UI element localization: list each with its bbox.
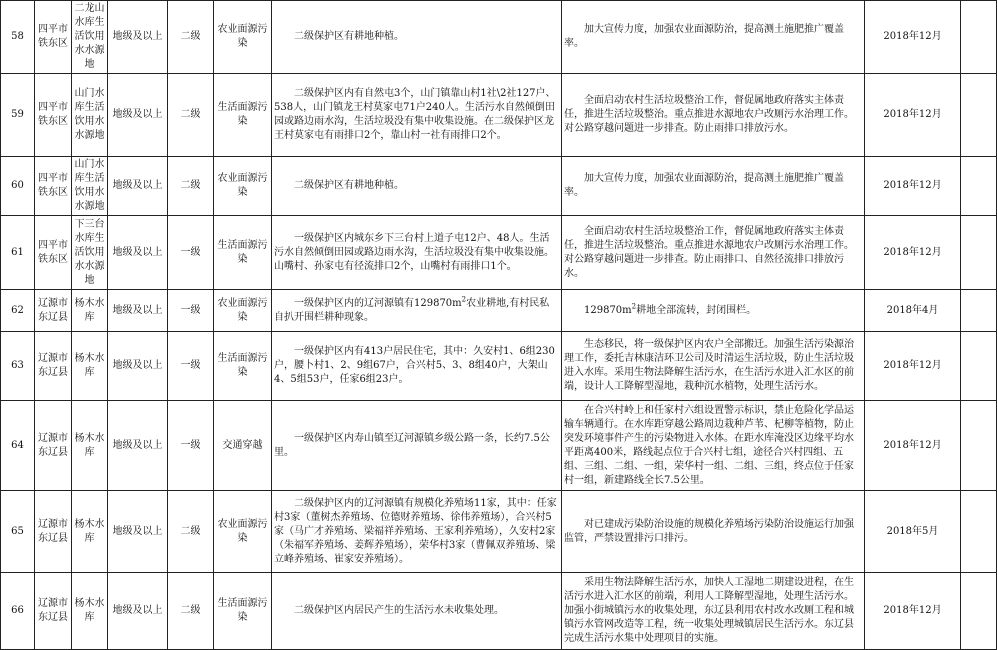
table-row [1, 74, 997, 157]
region-cell: 四平市铁东区 [35, 157, 72, 216]
source-level-cell: 地级及以上 [108, 74, 168, 157]
measure-cell: 全面启动农村生活垃圾整治工作，督促属地政府落实主体责任，推进生活垃圾整治。重点推进水源地农户改厕污水治理工作。对公路穿越问题进一步排查。防止雨排口、自然径流排口排放污水。 [562, 216, 865, 290]
issue-type-cell: 生活面源污染 [214, 573, 272, 650]
superscript-2: 2 [631, 302, 637, 311]
measure-cell: 在合兴村岭上和任家村六组设置警示标识，禁止危险化学品运输车辆通行。在水库距穿越公路周边栽种芦苇、杞柳等植物，防止突发环境事件产生的污染物进入水体。在距水库淹没区边缘平均水平距离400米，路线起点位于合兴村七组，途径合兴村四组、五组、三组、二组、一组，荣华村一组、二组、三组，终点位于任家村一组，新建路线全长7.5公里。 [562, 401, 865, 491]
measure-cell: 采用生物法降解生活污水，加快人工湿地二期建设进程，在生活污水进入汇水区的前端，利用人工降解型湿地，处理生活污水。加强小街城镇污水的收集处理，东辽县利用农村改水改厕工程和城镇污水管网改造等工程，统一收集处理城镇居民生活污水。东辽县完成生活污水集中处理项目的实施。 [562, 573, 865, 650]
problem-cell: 一级保护区内有413户居民住宅，其中：久安村1、6组230户，腰卜村1、2、9组67户，合兴村5、3、8组40户，大架山4、5组53户，任家6组23户。 [272, 332, 562, 401]
protection-zone-cell: 二级 [168, 573, 214, 650]
issue-type-cell: 农业面源污染 [214, 290, 272, 332]
blank-cell [961, 573, 997, 650]
water-source-cell: 杨木水库 [72, 573, 108, 650]
water-source-cell: 山门水库生活饮用水水源地 [72, 157, 108, 216]
table-row [1, 157, 997, 216]
problem-cell: 二级保护区内有自然屯3个，山门镇靠山村1社\2社127户、538人，山门镇龙王村莫家屯71户240人。生活污水自然倾倒田园或路边雨水沟，生活垃圾没有集中收集设施。在二级保护区龙王村莫家屯有雨排口2个，靠山村一社有雨排口2个。 [272, 74, 562, 157]
protection-zone-cell: 二级 [168, 157, 214, 216]
table-row [1, 1, 997, 74]
measure-cell: 生态移民，将一级保护区内农户全部搬迁。加强生活污染源治理工作，委托吉林康洁环卫公司及时清运生活垃圾，防止生活垃圾进入水库。采用生物法降解生活污水，在生活污水进入汇水区的前端，设计人工降解型湿地，栽种沉水植物，处理生活污水。 [562, 332, 865, 401]
source-level-cell: 地级及以上 [108, 573, 168, 650]
region-cell: 辽源市东辽县 [35, 401, 72, 491]
source-level-cell: 地级及以上 [108, 401, 168, 491]
table-row [1, 491, 997, 573]
protection-zone-cell: 二级 [168, 74, 214, 157]
water-source-cell: 杨木水库 [72, 290, 108, 332]
row-number: 60 [1, 157, 35, 216]
region-cell: 四平市铁东区 [35, 74, 72, 157]
measure-cell [562, 290, 865, 332]
region-cell: 四平市铁东区 [35, 1, 72, 74]
problem-cell: 二级保护区内居民产生的生活污水未收集处理。 [272, 573, 562, 650]
table-row [1, 290, 997, 332]
blank-cell [961, 491, 997, 573]
blank-cell [961, 1, 997, 74]
water-source-cell: 杨木水库 [72, 401, 108, 491]
problem-text-a: 一级保护区内的辽河源镇有129870m [294, 297, 462, 309]
region-cell: 辽源市东辽县 [35, 290, 72, 332]
water-source-cell: 山门水库生活饮用水水源地 [72, 74, 108, 157]
problem-text-b: 农业耕地,有村民私自扒开围栏耕种现象。 [274, 297, 550, 323]
region-cell: 辽源市东辽县 [35, 491, 72, 573]
deadline-cell: 2018年12月 [865, 332, 961, 401]
row-number: 64 [1, 401, 35, 491]
protection-zone-cell: 二级 [168, 1, 214, 74]
problem-cell: 二级保护区有耕地种植。 [272, 1, 562, 74]
issue-type-cell: 生活面源污染 [214, 74, 272, 157]
blank-cell [961, 216, 997, 290]
source-level-cell: 地级及以上 [108, 157, 168, 216]
water-source-cell: 杨木水库 [72, 491, 108, 573]
table-row [1, 573, 997, 650]
source-level-cell: 地级及以上 [108, 1, 168, 74]
blank-cell [961, 401, 997, 491]
problem-cell [272, 290, 562, 332]
row-number: 61 [1, 216, 35, 290]
blank-cell [961, 157, 997, 216]
deadline-cell: 2018年12月 [865, 1, 961, 74]
measure-cell: 对已建成污染防治设施的规模化养殖场污染防治设施运行加强监管，严禁设置排污口排污。 [562, 491, 865, 573]
measure-cell: 加大宣传力度，加强农业面源防治，提高测土施肥推广覆盖率。 [562, 1, 865, 74]
issue-type-cell: 生活面源污染 [214, 216, 272, 290]
protection-zone-cell: 一级 [168, 290, 214, 332]
superscript-2: 2 [461, 295, 467, 304]
row-number: 58 [1, 1, 35, 74]
measure-cell: 全面启动农村生活垃圾整治工作，督促属地政府落实主体责任，推进生活垃圾整治。重点推进水源地农户改厕污水治理工作。对公路穿越问题进一步排查。防止雨排口排放污水。 [562, 74, 865, 157]
protection-zone-cell: 一级 [168, 401, 214, 491]
table-row [1, 401, 997, 491]
issue-type-cell: 农业面源污染 [214, 1, 272, 74]
issue-type-cell: 交通穿越 [214, 401, 272, 491]
source-level-cell: 地级及以上 [108, 491, 168, 573]
row-number: 59 [1, 74, 35, 157]
water-source-cell: 杨木水库 [72, 332, 108, 401]
row-number: 63 [1, 332, 35, 401]
protection-zone-cell: 一级 [168, 216, 214, 290]
problem-cell: 一级保护区内寿山镇至辽河源镇乡级公路一条，长约7.5公里。 [272, 401, 562, 491]
row-number: 66 [1, 573, 35, 650]
deadline-cell: 2018年12月 [865, 573, 961, 650]
deadline-cell: 2018年5月 [865, 491, 961, 573]
protection-zone-cell: 一级 [168, 332, 214, 401]
measure-text-a: 129870m [584, 304, 632, 316]
measure-cell: 加大宣传力度，加强农业面源防治，提高测土施肥推广覆盖率。 [562, 157, 865, 216]
source-level-cell: 地级及以上 [108, 332, 168, 401]
blank-cell [961, 332, 997, 401]
water-source-cell: 下三台水库生活饮用水水源地 [72, 216, 108, 290]
table-row [1, 332, 997, 401]
issue-type-cell: 农业面源污染 [214, 157, 272, 216]
deadline-cell: 2018年4月 [865, 290, 961, 332]
problem-cell: 一级保护区内城东乡下三台村上道子屯12户、48人。生活污水自然倾倒田园或路边雨水沟，生活垃圾没有集中收集设施。山嘴村、孙家屯有径流排口2个，山嘴村有雨排口1个。 [272, 216, 562, 290]
measure-text-b: 耕地全部流转，封闭围栏。 [636, 304, 757, 316]
row-number: 62 [1, 290, 35, 332]
protection-zone-cell: 二级 [168, 491, 214, 573]
problem-cell: 二级保护区有耕地种植。 [272, 157, 562, 216]
source-level-cell: 地级及以上 [108, 216, 168, 290]
issue-type-cell: 生活面源污染 [214, 332, 272, 401]
deadline-cell: 2018年12月 [865, 216, 961, 290]
blank-cell [961, 290, 997, 332]
problem-cell: 二级保护区内的辽河源镇有规模化养殖场11家，其中：任家村3家（董树杰养殖场、位德财养殖场、徐伟养殖场），合兴村5家（马广才养殖场、梁福祥养殖场、王家利养殖场），久安村2家（朱福军养殖场、姜辉养殖场），荣华村3家（曹佩双养殖场、梁立峰养殖场、崔家安养殖场）。 [272, 491, 562, 573]
source-level-cell: 地级及以上 [108, 290, 168, 332]
deadline-cell: 2018年12月 [865, 74, 961, 157]
region-cell: 辽源市东辽县 [35, 573, 72, 650]
region-cell: 四平市铁东区 [35, 216, 72, 290]
issue-type-cell: 农业面源污染 [214, 491, 272, 573]
deadline-cell: 2018年12月 [865, 157, 961, 216]
deadline-cell: 2018年12月 [865, 401, 961, 491]
table-row [1, 216, 997, 290]
region-cell: 辽源市东辽县 [35, 332, 72, 401]
water-source-cell: 二龙山水库生活饮用水水源地 [72, 1, 108, 74]
row-number: 65 [1, 491, 35, 573]
blank-cell [961, 74, 997, 157]
